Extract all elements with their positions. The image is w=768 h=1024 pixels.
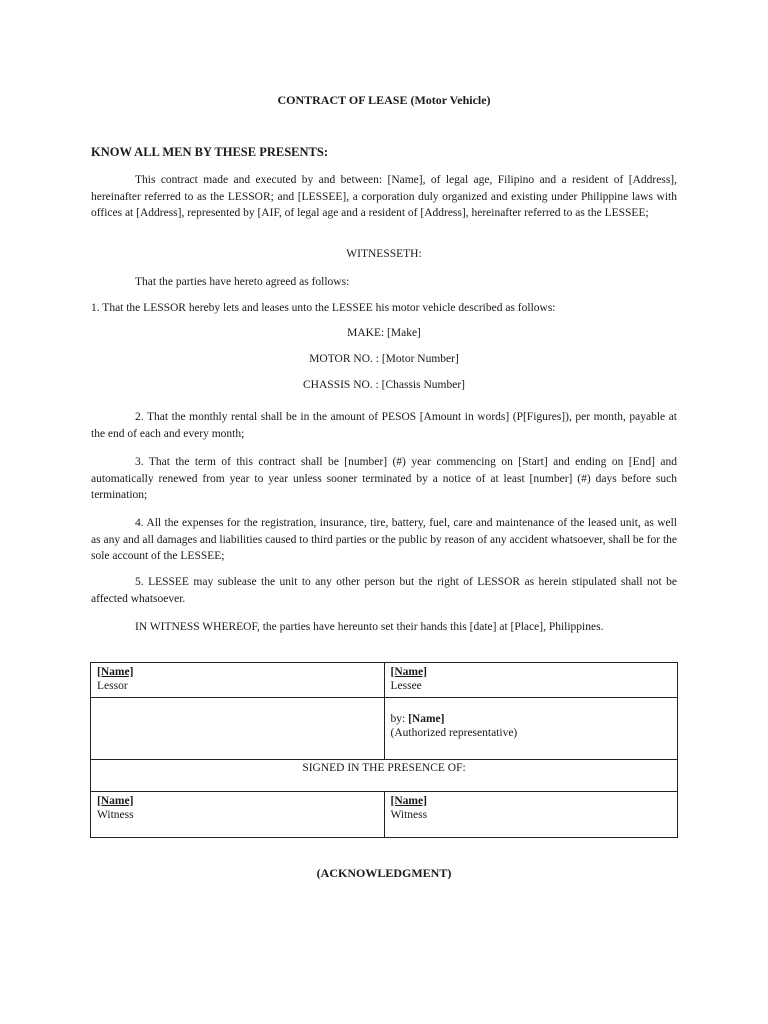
- lessor-name: [Name]: [97, 666, 134, 678]
- chassis-number-line: CHASSIS NO. : [Chassis Number]: [303, 379, 465, 391]
- representative-name: [Name]: [408, 713, 445, 725]
- acknowledgment-heading: (ACKNOWLEDGMENT): [316, 866, 452, 880]
- clause-3: 3. That the term of this contract shall be [number] (#) year commencing on [Start] and ending on [End] and automatically renewed from year to year unless sooner terminated by a notice of at least [number] (#) days before such termination;: [91, 456, 677, 501]
- witness-2-cell: [384, 792, 678, 838]
- in-witness-line: IN WITNESS WHEREOF, the parties have hereunto set their hands this [date] at [Place], Philippines.: [135, 621, 604, 633]
- witness-1-cell: [91, 792, 385, 838]
- agreed-line: That the parties have hereto agreed as follows:: [135, 276, 350, 288]
- lessor-cell: [91, 663, 385, 698]
- lessee-name: [Name]: [390, 666, 427, 678]
- by-label: by:: [390, 713, 406, 725]
- know-all-men-heading: KNOW ALL MEN BY THESE PRESENTS:: [91, 145, 328, 159]
- witness-1-name: [Name]: [97, 795, 134, 807]
- lessee-cell: [384, 663, 678, 698]
- signature-row-parties: [91, 663, 678, 698]
- signature-row-witnesses: [91, 792, 678, 838]
- witness-2-name: [Name]: [390, 795, 427, 807]
- lessee-role: Lessee: [390, 680, 422, 692]
- document-title: CONTRACT OF LEASE (Motor Vehicle): [277, 93, 491, 107]
- representative-role: (Authorized representative): [390, 727, 518, 739]
- clause-2: 2. That the monthly rental shall be in the amount of PESOS [Amount in words] (P[Figures]), per month, payable at the end of each and every month;: [91, 411, 677, 440]
- witness-1-role: Witness: [97, 809, 134, 821]
- clause-1: 1. That the LESSOR hereby lets and leases unto the LESSEE his motor vehicle described as follows:: [91, 302, 556, 314]
- lessor-role: Lessor: [97, 680, 128, 692]
- signature-row-presence: [91, 760, 678, 792]
- signature-row-representative: [91, 698, 678, 760]
- motor-number-line: MOTOR NO. : [Motor Number]: [309, 353, 459, 365]
- clause-5: 5. LESSEE may sublease the unit to any other person but the right of LESSOR as herein stipulated shall not be affected whatsoever.: [91, 576, 677, 605]
- make-line: MAKE: [Make]: [347, 327, 421, 339]
- signature-table: [90, 662, 678, 838]
- witnesseth-heading: WITNESSETH:: [346, 248, 422, 260]
- intro-paragraph: This contract made and executed by and between: [Name], of legal age, Filipino and a resident of [Address], hereinafter referred to as the LESSOR; and [LESSEE], a corporation duly organized and existing under Philippine laws with offices at [Address], represented by [AIF, of legal age and a resident of [Address], hereinafter referred to as the LESSEE;: [91, 174, 677, 219]
- witness-2-role: Witness: [390, 809, 428, 821]
- signed-presence-text: SIGNED IN THE PRESENCE OF:: [91, 760, 678, 792]
- representative-cell: [384, 698, 678, 760]
- clause-4: 4. All the expenses for the registration, insurance, tire, battery, fuel, care and maintenance of the leased unit, as well as any and all damages and liabilities caused to third parties or the public by reason of any accident whatsoever, shall be for the sole account of the LESSEE;: [91, 517, 677, 562]
- empty-cell: [91, 698, 385, 760]
